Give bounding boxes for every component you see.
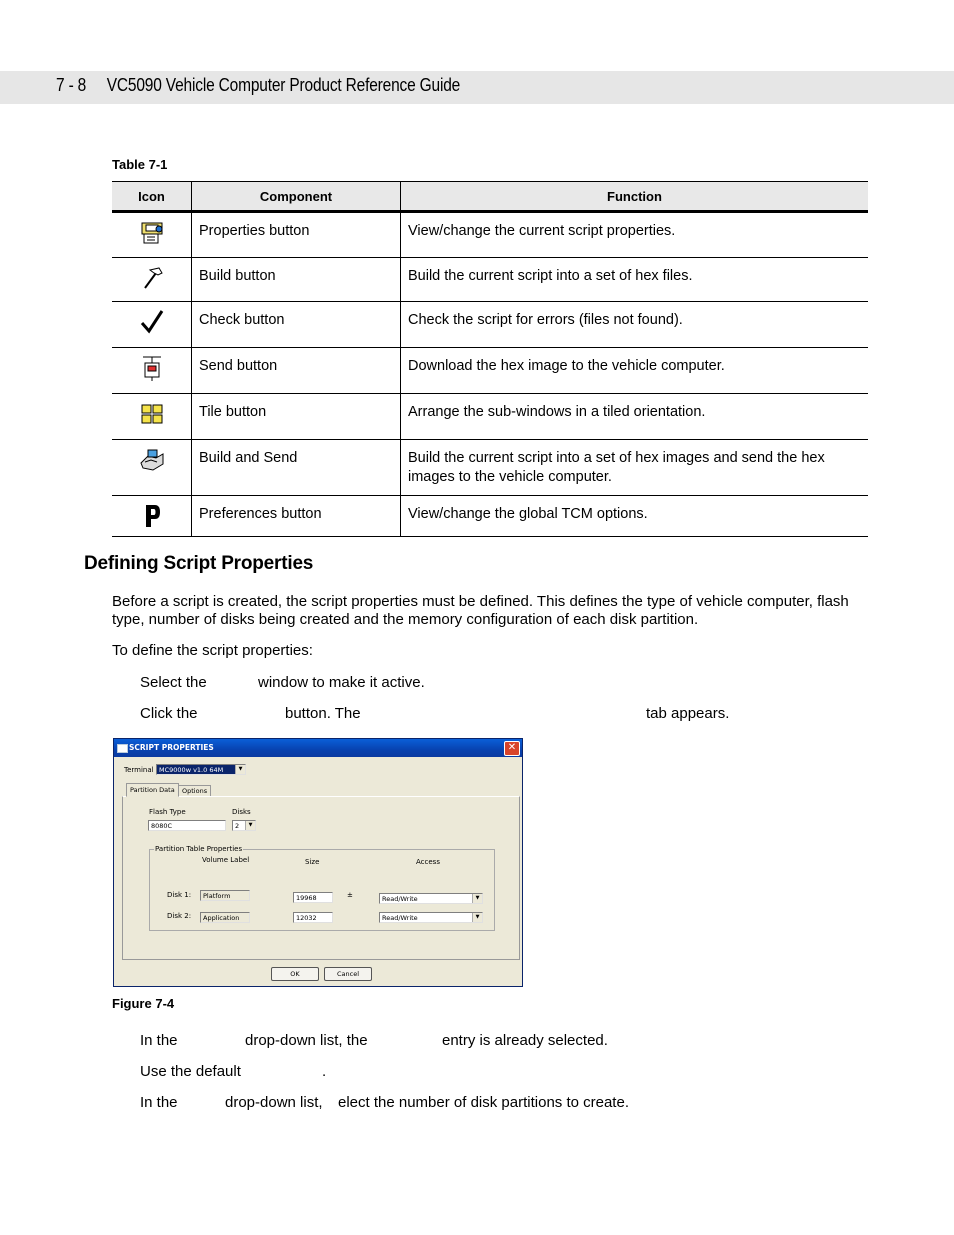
step-3-text-c: entry is already selected. [442,1032,608,1049]
window-icon [117,744,128,753]
checkmark-icon [139,308,165,336]
step-1-text-b: window to make it active. [258,674,425,691]
function-cell: View/change the global TCM options. [401,496,869,537]
flash-type-field[interactable]: 8080C [148,820,226,831]
access-header: Access [416,858,440,866]
dialog-title: SCRIPT PROPERTIES [129,743,214,752]
disk-1-access[interactable] [379,893,483,904]
running-header [56,75,460,96]
function-cell: Download the hex image to the vehicle computer. [401,348,869,394]
preferences-icon [139,502,165,530]
cancel-button[interactable]: Cancel [324,967,372,981]
table-row [112,348,868,394]
disk-2-label: Disk 2: [167,912,192,920]
function-cell: Arrange the sub-windows in a tiled orientation. [401,394,869,440]
disk-1-label: Disk 1: [167,891,192,899]
disk-2-access-value: Read/Write [382,914,418,922]
header-component: Component [192,182,401,212]
function-cell: View/change the current script properties. [401,212,869,258]
step-5-text-b: drop-down list, [225,1094,323,1111]
send-icon [139,354,165,382]
dialog-titlebar[interactable] [114,739,522,757]
function-cell: Check the script for errors (files not found). [401,302,869,348]
tile-icon [139,400,165,428]
component-table [112,181,868,537]
script-properties-dialog [113,738,523,987]
step-4-text-a: Use the default [140,1063,241,1080]
table-row [112,302,868,348]
section-heading: Defining Script Properties [84,553,314,574]
step-2-text-a: Click the [140,705,198,722]
guide-title: VC5090 Vehicle Computer Product Reference Guide [106,75,461,95]
tab-options[interactable]: Options [178,785,211,796]
flash-type-label: Flash Type [149,808,186,816]
header-function: Function [401,182,869,212]
step-5-text-a: In the [140,1094,178,1111]
build-send-icon [139,446,165,474]
disk-1-access-value: Read/Write [382,895,418,903]
icon-cell [112,394,192,440]
step-2-text-b: button. The [285,705,361,722]
chevron-down-icon[interactable]: ▼ [472,894,482,903]
chevron-down-icon[interactable]: ▼ [235,765,245,774]
step-1-text-a: Select the [140,674,207,691]
step-2-text-c: tab appears. [646,705,730,722]
step-4-text-b: . [322,1063,327,1080]
page-number: 7 - 8 [56,75,87,95]
ok-button[interactable]: OK [271,967,319,981]
terminal-label: Terminal [124,766,154,774]
icon-cell [112,258,192,302]
component-cell: Properties button [192,212,401,258]
component-cell: Build and Send [192,440,401,496]
disk-1-size[interactable]: 19968 [293,892,333,903]
table-row [112,212,868,258]
size-header: Size [305,858,320,866]
intro-paragraph: Before a script is created, the script properties must be defined. This defines the type of vehicle computer, flash type, number of disks being created and the memory configuration of each disk partition. [112,593,849,628]
icon-cell [112,348,192,394]
instruction-lead: To define the script properties: [112,642,313,659]
function-cell: Build the current script into a set of hex images and send the hex images to the vehicle computer. [401,440,869,496]
table-row [112,496,868,537]
disk-1-volume[interactable]: Platform [200,890,250,901]
table-row [112,440,868,496]
table-row [112,258,868,302]
disk-2-size[interactable]: 12032 [293,912,333,923]
chevron-down-icon[interactable]: ▼ [245,821,255,830]
volume-label-header: Volume Label [202,856,250,864]
icon-cell [112,212,192,258]
component-cell: Build button [192,258,401,302]
properties-icon [139,219,165,247]
step-3-text-b: drop-down list, the [245,1032,368,1049]
tab-partition-data[interactable]: Partition Data [126,783,179,797]
disk-2-volume[interactable]: Application [200,912,250,923]
close-icon[interactable]: ✕ [504,741,520,756]
chevron-down-icon[interactable]: ▼ [472,913,482,922]
component-cell: Tile button [192,394,401,440]
header-icon: Icon [112,182,192,212]
icon-cell [112,302,192,348]
group-label: Partition Table Properties [155,845,243,853]
icon-cell [112,440,192,496]
disks-value: 2 [235,822,240,830]
disks-select[interactable] [232,820,256,831]
disk-2-access[interactable] [379,912,483,923]
hammer-icon [139,264,165,292]
function-cell: Build the current script into a set of hex files. [401,258,869,302]
table-row [112,394,868,440]
component-cell: Check button [192,302,401,348]
terminal-select[interactable] [156,764,246,775]
component-cell: Preferences button [192,496,401,537]
step-5-text-c: elect the number of disk partitions to create. [338,1094,629,1111]
terminal-value: MC9000w v1.0 64M [159,766,224,774]
icon-cell [112,496,192,537]
step-3-text-a: In the [140,1032,178,1049]
table-caption: Table 7-1 [112,157,168,172]
disks-label: Disks [232,808,251,816]
figure-caption: Figure 7-4 [112,996,175,1011]
table-header-row [112,182,868,212]
component-cell: Send button [192,348,401,394]
spin-arrows-icon[interactable]: ± [347,891,353,899]
